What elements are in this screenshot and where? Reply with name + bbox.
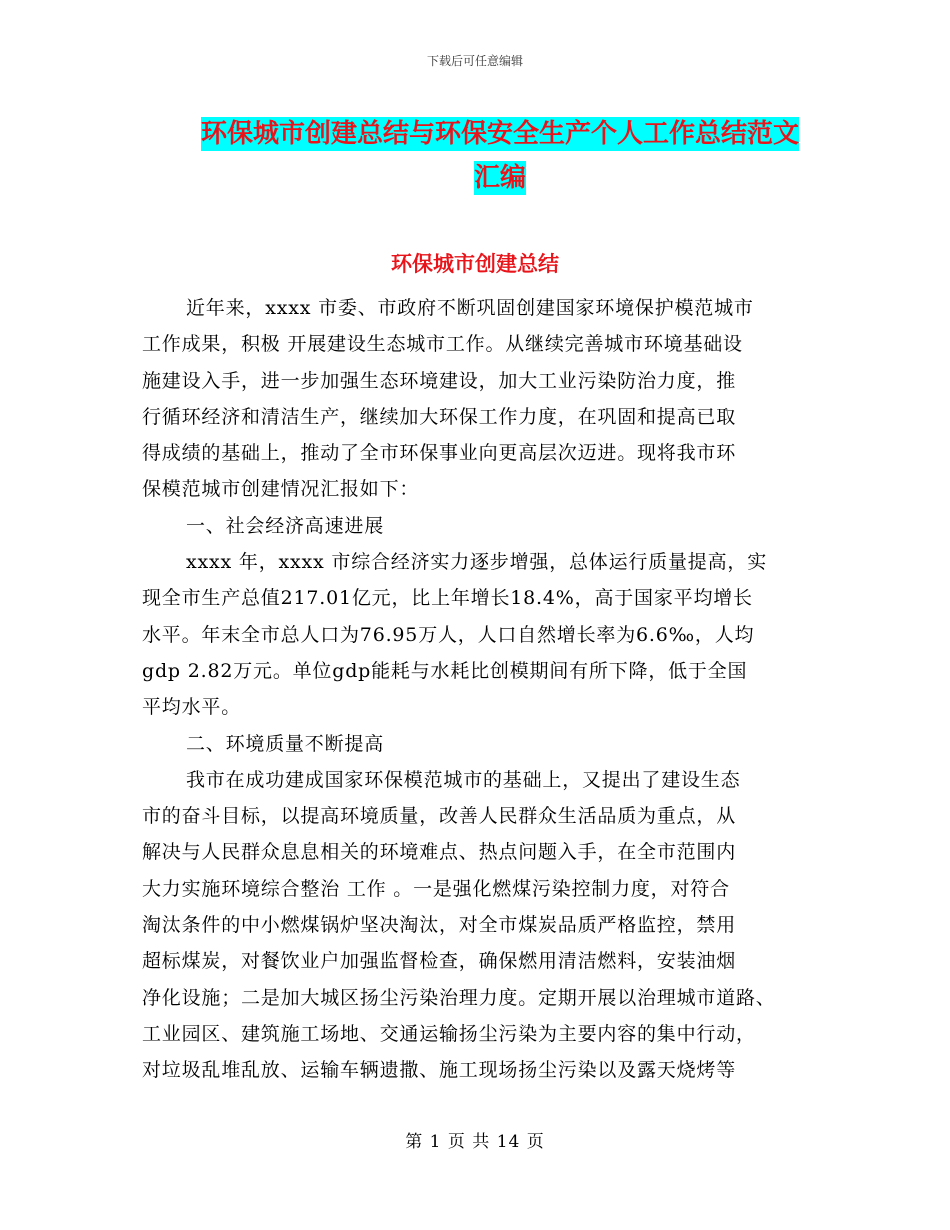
text-line: 水平。年末全市总人口为76.95万人，人口自然增长率为6.6‰，人均 bbox=[142, 623, 755, 646]
text-line: 近年来，xxxx 市委、市政府不断巩固创建国家环境保护模范城市 bbox=[186, 297, 754, 319]
text-line: gdp 2.82万元。单位gdp能耗与水耗比创模期间有所下降，低于全国 bbox=[142, 659, 748, 682]
text-line: 净化设施；二是加大城区扬尘污染治理力度。定期开展以治理城市道路、 bbox=[142, 986, 776, 1009]
body-text bbox=[142, 290, 822, 1089]
text-line: 大力实施环境综合整治 工作 。一是强化燃煤污染控制力度，对符合 bbox=[142, 877, 730, 900]
section-heading: 一、社会经济高速进展 bbox=[186, 514, 385, 537]
text-line: 对垃圾乱堆乱放、运输车辆遗撒、施工现场扬尘污染以及露天烧烤等 bbox=[142, 1059, 737, 1082]
text-line: 超标煤炭，对餐饮业户加强监督检查，确保燃用清洁燃料，安装油烟 bbox=[142, 950, 737, 973]
text-line: 施建设入手，进一步加强生态环境建设，加大工业污染防治力度，推 bbox=[142, 369, 737, 392]
text-line: 市的奋斗目标，以提高环境质量，改善人民群众生活品质为重点，从 bbox=[142, 805, 737, 828]
text-line: 解决与人民群众息息相关的环境难点、热点问题入手，在全市范围内 bbox=[142, 841, 737, 864]
text-line: 淘汰条件的中小燃煤锅炉坚决淘汰，对全市煤炭品质严格监控，禁用 bbox=[142, 914, 737, 937]
section-title: 环保城市创建总结 bbox=[391, 252, 559, 276]
document-title bbox=[150, 112, 850, 200]
header-note: 下载后可任意编辑 bbox=[426, 54, 523, 68]
text-line: 行循环经济和清洁生产，继续加大环保工作力度，在巩固和提高已取 bbox=[142, 405, 737, 428]
text-line: 工作成果，积极 开展建设生态城市工作。从继续完善城市环境基础设 bbox=[142, 333, 743, 356]
text-line: 平均水平。 bbox=[142, 696, 242, 719]
text-line: 得成绩的基础上，推动了全市环保事业向更高层次迈进。现将我市环 bbox=[142, 442, 737, 465]
text-line: 保模范城市创建情况汇报如下： bbox=[142, 478, 420, 501]
text-line: 现全市生产总值217.01亿元，比上年增长18.4%，高于国家平均增长 bbox=[142, 587, 753, 610]
title-line-1: 环保城市创建总结与环保安全生产个人工作总结范文 bbox=[200, 119, 799, 149]
text-line: 工业园区、建筑施工场地、交通运输扬尘污染为主要内容的集中行动， bbox=[142, 1022, 756, 1045]
text-line: xxxx 年，xxxx 市综合经济实力逐步增强，总体运行质量提高，实 bbox=[186, 551, 768, 574]
section-heading: 二、环境质量不断提高 bbox=[186, 732, 385, 755]
title-line-2: 汇编 bbox=[473, 163, 526, 193]
text-line: 我市在成功建成国家环保模范城市的基础上，又提出了建设生态 bbox=[186, 768, 741, 791]
page-footer: 第 1 页 共 14 页 bbox=[405, 1132, 545, 1152]
